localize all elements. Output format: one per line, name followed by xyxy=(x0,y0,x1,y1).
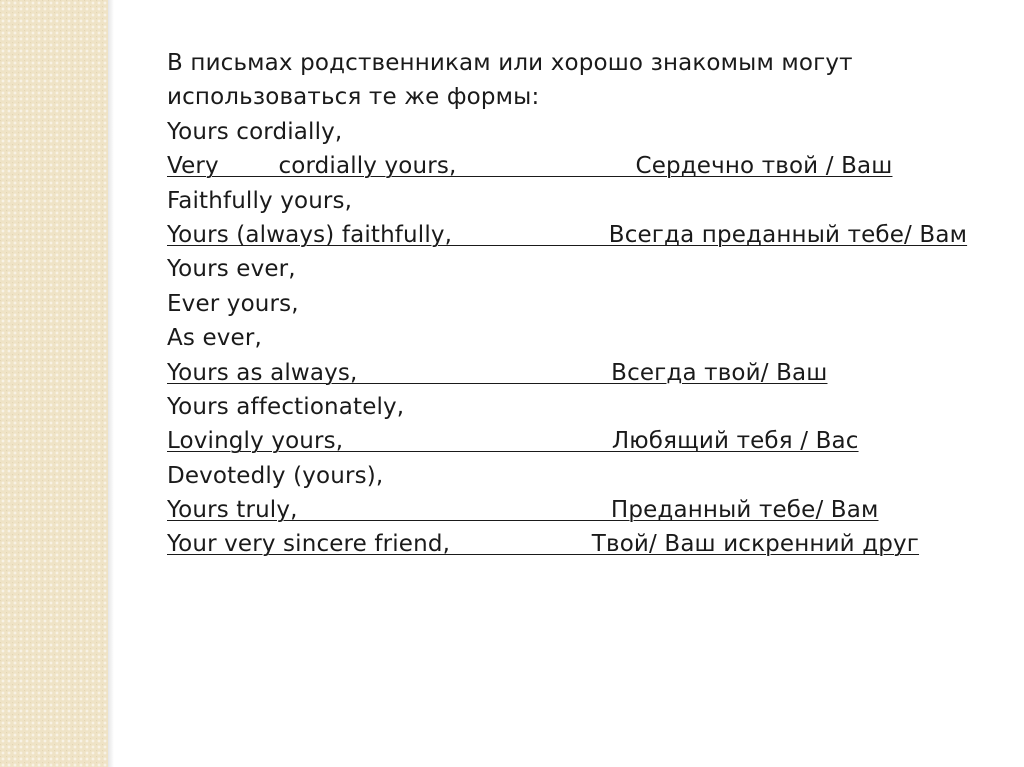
text-line: As ever, xyxy=(167,325,262,352)
decorative-side-band xyxy=(0,0,108,767)
text-line-intro-2: использоваться те же формы: xyxy=(167,84,540,111)
text-line: Yours affectionately, xyxy=(167,393,405,420)
text-line: Yours as always, Всегда твой/ Ваш xyxy=(167,359,828,386)
text-line: Yours (always) faithfully, Всегда преданный тебе/ Вам xyxy=(167,221,968,248)
text-line: Faithfully yours, xyxy=(167,187,353,214)
text-line: Yours truly, Преданный тебе/ Вам xyxy=(167,497,879,524)
text-line: Yours ever, xyxy=(167,256,296,283)
text-line: Your very sincere friend, Твой/ Ваш искренний друг xyxy=(167,531,920,558)
slide-text-block xyxy=(167,46,987,562)
text-line: Ever yours, xyxy=(167,290,299,317)
text-line-intro-1: В письмах родственникам или хорошо знакомым могут xyxy=(167,50,853,76)
text-line: Very cordially yours, Сердечно твой / Ваш xyxy=(167,153,893,180)
text-line: Lovingly yours, Любящий тебя / Вас xyxy=(167,428,859,455)
text-line: Yours cordially, xyxy=(167,118,343,145)
side-band-shadow xyxy=(108,0,114,767)
text-line: Devotedly (yours), xyxy=(167,462,384,489)
